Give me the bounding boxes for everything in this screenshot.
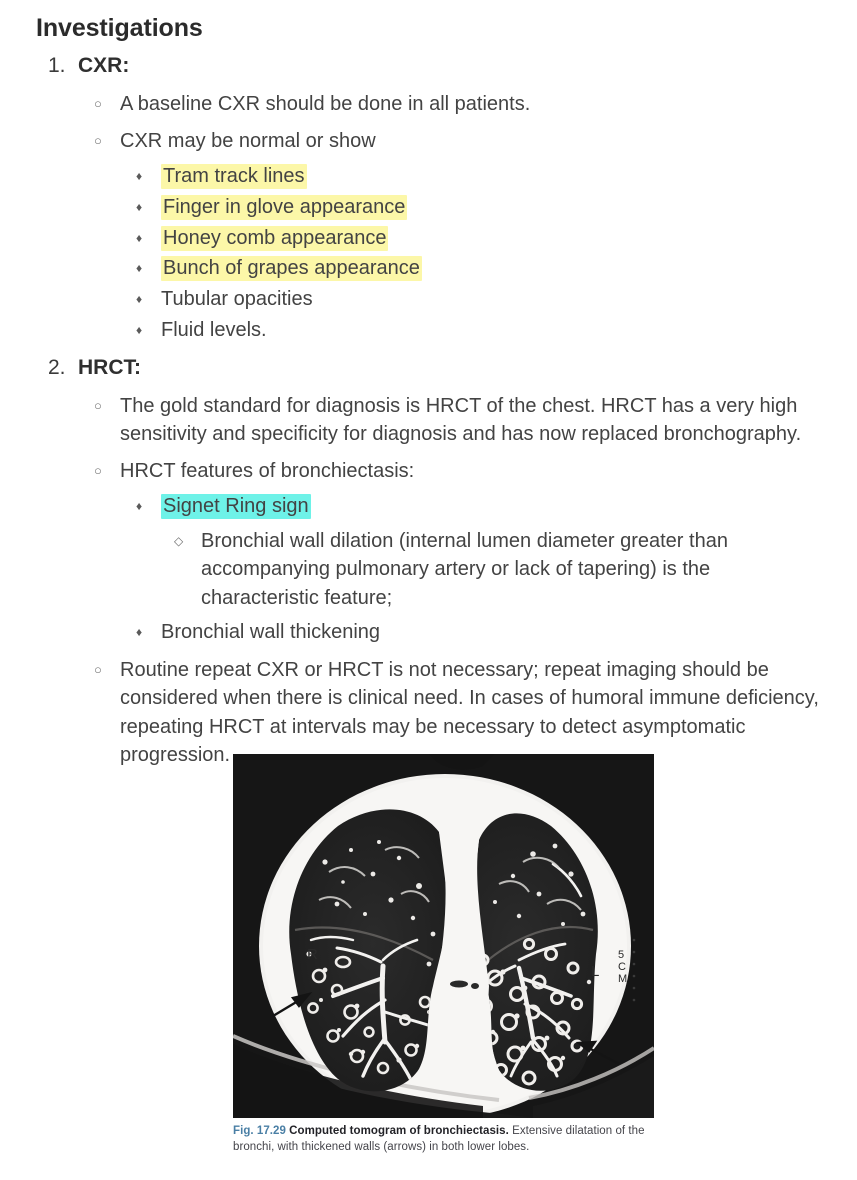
- svg-text:C: C: [618, 961, 626, 973]
- ct-scan-image: [233, 754, 654, 1118]
- circle-bullet-icon: ○: [94, 463, 102, 479]
- section-2-title: HRCT:: [78, 355, 141, 379]
- cxr-baseline-text: A baseline CXR should be done in all patients.: [120, 92, 531, 115]
- list-item: [94, 392, 847, 449]
- hrct-signet-ring-sign: [161, 492, 847, 520]
- list-item-section-1: [48, 51, 847, 81]
- diamond-bullet-icon: ♦: [136, 498, 143, 513]
- list-item: [136, 162, 847, 191]
- list-item: [136, 285, 847, 314]
- diamond-bullet-icon: ♦: [136, 624, 143, 639]
- list-item-section-2: [48, 353, 847, 383]
- ordered-marker-1: 1.: [48, 54, 66, 77]
- cxr-finding-honey-comb: [161, 224, 847, 252]
- figure-lead-text: Computed tomogram of bronchiectasis.: [289, 1125, 509, 1137]
- highlight-yellow: Honey comb appearance: [163, 226, 387, 249]
- diamond-bullet-icon: ♦: [136, 230, 143, 245]
- list-item: [136, 316, 847, 345]
- list-item: [136, 492, 847, 521]
- diamond-bullet-icon: ♦: [136, 292, 143, 307]
- list-item: [94, 127, 847, 156]
- figure-description-text: Extensive dilatation of the bronchi, with thickened walls (arrows) in both lower lobes.: [233, 1125, 645, 1153]
- hrct-wall-thickening-text: Bronchial wall thickening: [161, 620, 381, 643]
- cxr-finding-tubular-opacities: Tubular opacities: [161, 288, 313, 311]
- diamond-bullet-icon: ♦: [136, 322, 143, 337]
- cxr-finding-finger-in-glove: [161, 193, 847, 221]
- list-item: [174, 527, 847, 612]
- diamond-bullet-icon: ♦: [136, 169, 143, 183]
- list-item: [94, 90, 847, 119]
- circle-bullet-icon: ○: [94, 397, 102, 413]
- cxr-finding-fluid-levels: Fluid levels.: [161, 318, 267, 341]
- circle-bullet-icon: ○: [94, 133, 102, 149]
- list-item: [136, 224, 847, 253]
- list-item: [94, 656, 847, 770]
- list-item: [136, 254, 847, 283]
- highlight-yellow: Bunch of grapes appearance: [163, 257, 420, 280]
- ct-left-marker: L: [591, 963, 600, 980]
- circle-bullet-icon: ○: [94, 661, 102, 677]
- figure-caption: [233, 1124, 654, 1156]
- hrct-signet-detail-text: Bronchial wall dilation (internal lumen diameter greater than accompanying pulmonary artery or lack of tapering) is the characteristic feature;: [201, 529, 728, 609]
- diamond-bullet-icon: ♦: [136, 199, 143, 214]
- circle-bullet-icon: ○: [94, 95, 102, 111]
- ct-right-marker: R: [307, 946, 318, 963]
- hrct-gold-standard-text: The gold standard for diagnosis is HRCT of the chest. HRCT has a very high sensitivity and specificity for diagnosis and has now replaced bronchography.: [120, 394, 802, 445]
- figure-block: [233, 754, 654, 1156]
- highlight-yellow: Tram track lines: [163, 165, 305, 187]
- diamond-bullet-icon: ♦: [136, 261, 143, 276]
- svg-text:M: M: [618, 973, 628, 985]
- section-1-title: CXR:: [78, 54, 130, 77]
- hrct-features-label: HRCT features of bronchiectasis:: [120, 460, 415, 483]
- ct-scan-svg: [233, 754, 654, 1118]
- list-item: [94, 457, 847, 486]
- list-item: [136, 193, 847, 222]
- page-title: Investigations: [36, 14, 203, 42]
- highlight-cyan: Signet Ring sign: [163, 494, 309, 517]
- hrct-routine-repeat-text: Routine repeat CXR or HRCT is not necessary; repeat imaging should be considered when there is clinical need. In cases of humoral immune deficiency, repeating HRCT at intervals may be necessary to detect asymptomatic progression.: [120, 658, 819, 766]
- cxr-finding-bunch-of-grapes: [161, 254, 847, 282]
- figure-number: Fig. 17.29: [233, 1125, 286, 1137]
- cxr-finding-tram-track: [161, 162, 847, 190]
- hollow-diamond-bullet-icon: ◇: [174, 533, 184, 548]
- highlight-yellow: Finger in glove appearance: [163, 195, 406, 218]
- ordered-marker-2: 2.: [48, 355, 66, 379]
- svg-text:5: 5: [618, 949, 625, 961]
- cxr-normal-or-show-text: CXR may be normal or show: [120, 130, 376, 153]
- list-item: [136, 618, 847, 647]
